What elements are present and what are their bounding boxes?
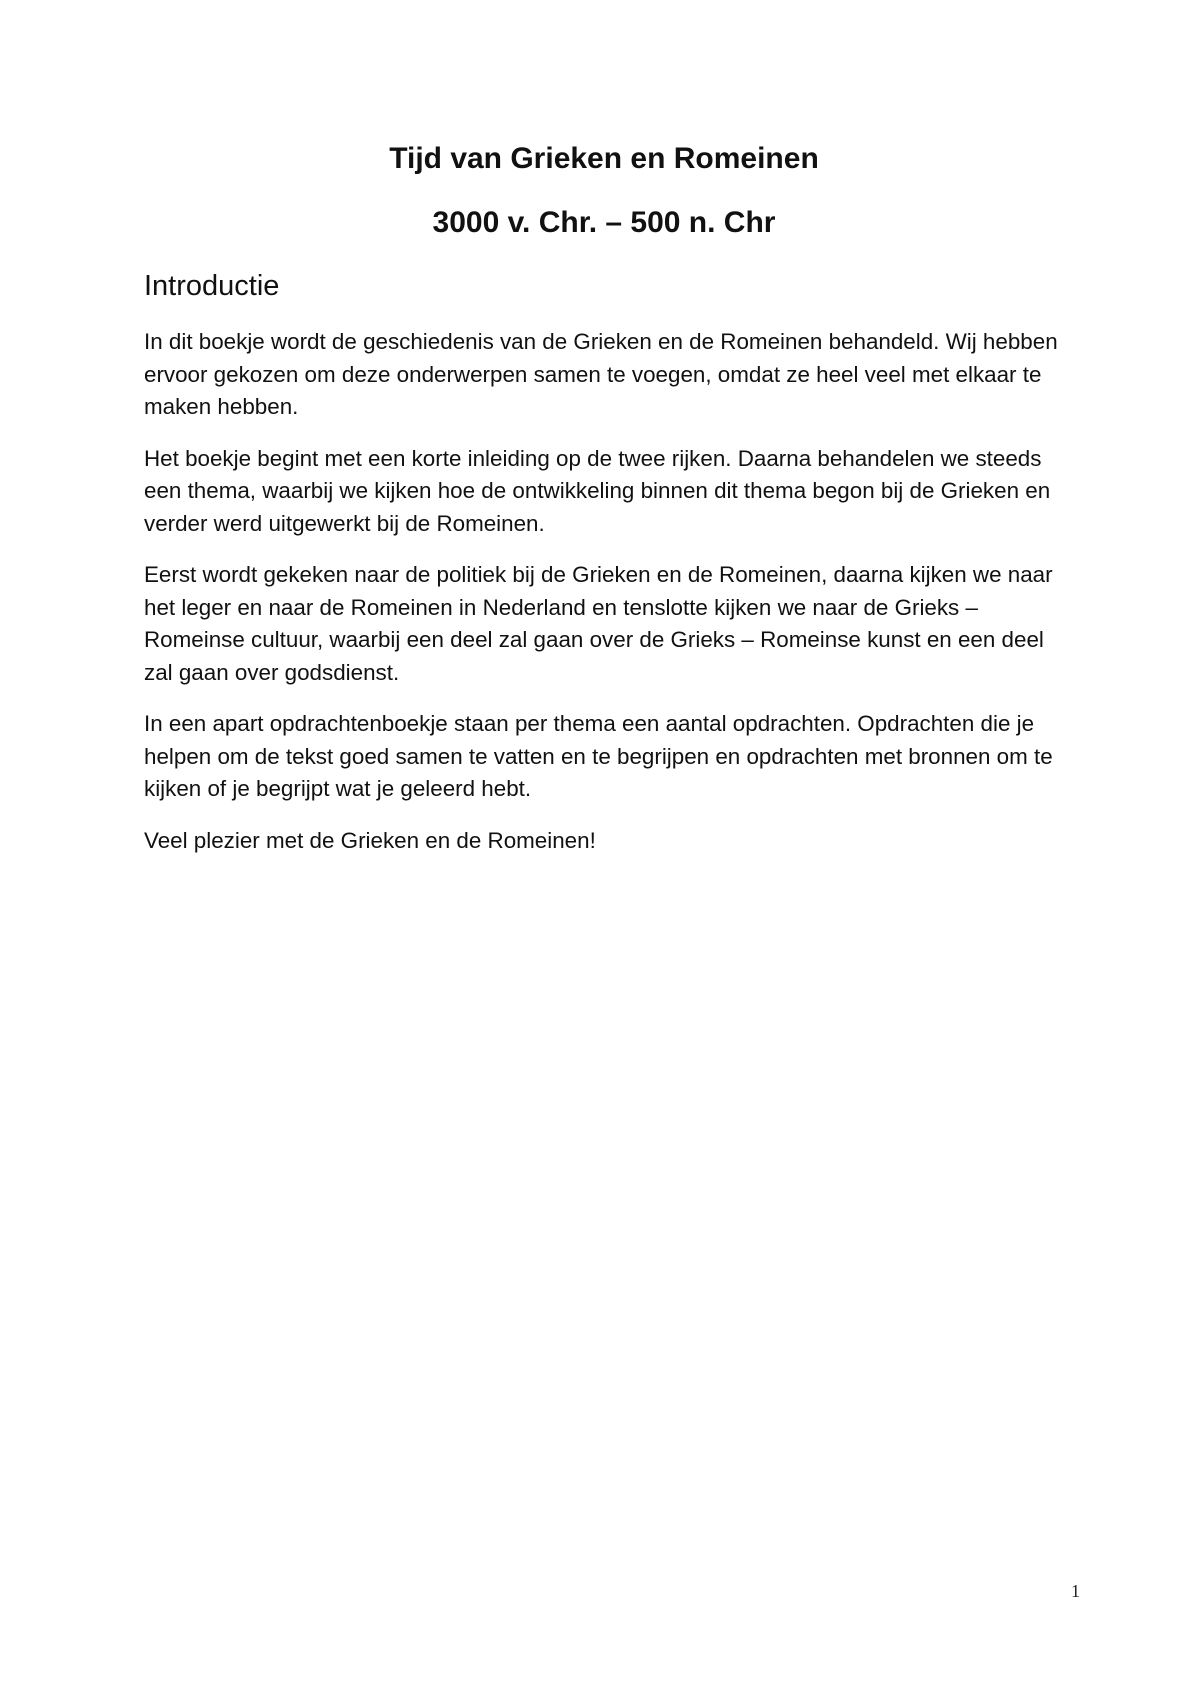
page-number: 1 [1071, 1581, 1080, 1601]
document-title: Tijd van Grieken en Romeinen [389, 142, 819, 175]
paragraph: Eerst wordt gekeken naar de politiek bij de Grieken en de Romeinen, daarna kijken we naar het leger en naar de Romeinen in Nederland en tenslotte kijken we naar de Grieks – Romeinse cultuur, waarbij een deel zal gaan over de Grieks – Romeinse kunst en een deel zal gaan over godsdienst. [144, 562, 1053, 685]
paragraph: In dit boekje wordt de geschiedenis van de Grieken en de Romeinen behandeld. Wij hebben ervoor gekozen om deze onderwerpen samen te voegen, omdat ze heel veel met elkaar te maken hebben. [144, 329, 1058, 419]
page-content [144, 140, 1064, 857]
document-subtitle: 3000 v. Chr. – 500 n. Chr [432, 206, 776, 239]
paragraph: Veel plezier met de Grieken en de Romeinen! [144, 827, 596, 853]
section-heading: Introductie [144, 270, 280, 302]
paragraph: Het boekje begint met een korte inleiding op de twee rijken. Daarna behandelen we steeds een thema, waarbij we kijken hoe de ontwikkeling binnen dit thema begon bij de Grieken en verder werd uitgewerkt bij de Romeinen. [144, 445, 1051, 536]
paragraph: In een apart opdrachtenboekje staan per thema een aantal opdrachten. Opdrachten die je helpen om de tekst goed samen te vatten en te begrijpen en opdrachten met bronnen om te kijken of je begrijpt wat je geleerd hebt. [144, 711, 1053, 801]
